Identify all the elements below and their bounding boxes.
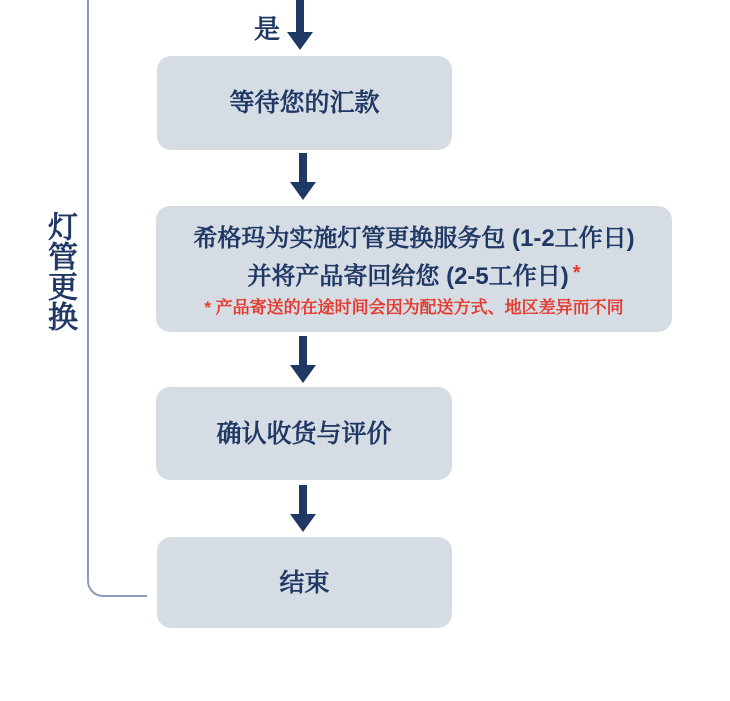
flow-node-confirm-receipt bbox=[156, 387, 452, 480]
arrow-shaft bbox=[299, 485, 307, 514]
arrow-shaft bbox=[296, 0, 304, 32]
arrow-head bbox=[290, 365, 316, 383]
arrow-shaft bbox=[299, 336, 307, 365]
service-line-2 bbox=[247, 256, 580, 294]
flow-node-wait-payment bbox=[157, 56, 452, 150]
arrow-head bbox=[290, 182, 316, 200]
bracket-line bbox=[87, 0, 147, 597]
flow-node-end bbox=[157, 537, 452, 628]
arrow-shaft bbox=[299, 153, 307, 182]
arrow-head bbox=[290, 514, 316, 532]
section-title-vertical: 灯管更换 bbox=[43, 211, 76, 331]
down-arrow-icon bbox=[290, 336, 316, 383]
flow-node-service-package bbox=[156, 206, 672, 332]
arrow-head bbox=[287, 32, 313, 50]
flow-node-label: 确认收货与评价 bbox=[216, 419, 392, 448]
down-arrow-icon bbox=[290, 153, 316, 200]
down-arrow-icon bbox=[287, 0, 313, 50]
flow-node-label: 结束 bbox=[279, 568, 330, 597]
footnote-asterisk: * bbox=[572, 262, 581, 284]
flow-node-label: 等待您的汇款 bbox=[229, 89, 380, 117]
down-arrow-icon bbox=[290, 485, 316, 532]
yes-branch-label: 是 bbox=[254, 14, 281, 44]
service-line-2-text: 并将产品寄回给您 (2-5工作日) bbox=[247, 263, 569, 290]
service-line-1: 希格玛为实施灯管更换服务包 (1-2工作日) bbox=[193, 225, 635, 252]
shipping-footnote: * 产品寄送的在途时间会因为配送方式、地区差异而不同 bbox=[204, 298, 624, 317]
